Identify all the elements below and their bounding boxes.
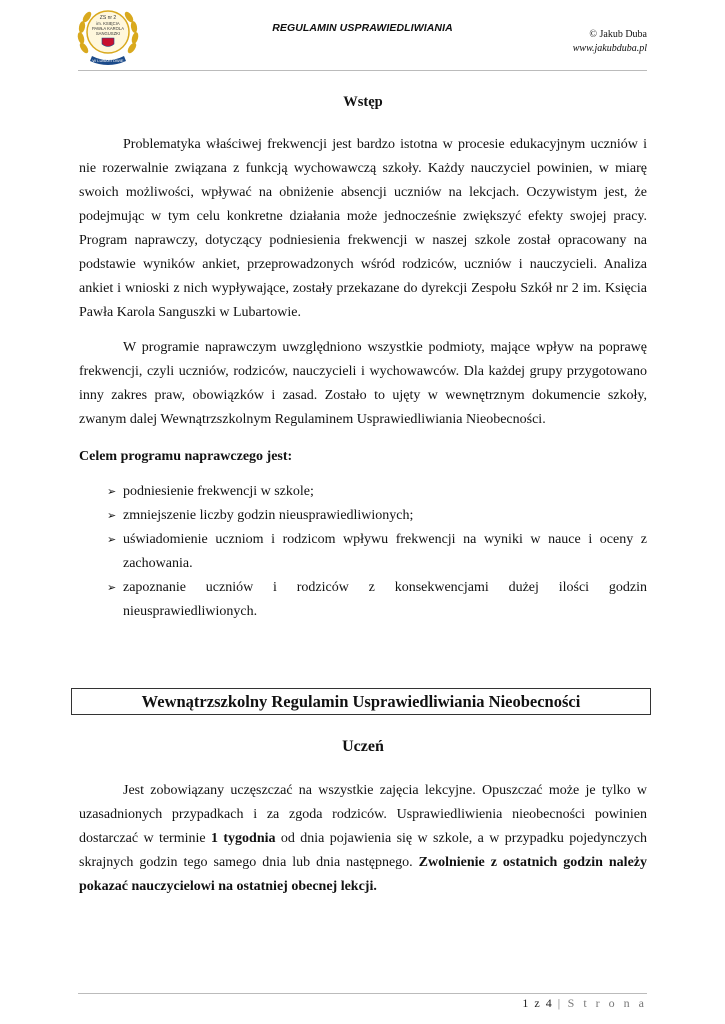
footer-separator: | [557, 996, 564, 1010]
header-divider [78, 70, 647, 71]
page-label: S t r o n a [567, 996, 647, 1010]
logo-ribbon-text: W LUBARTOWIE [92, 58, 124, 63]
page-number: 1 z 4 [522, 996, 554, 1010]
author-name: © Jakub Duba [589, 29, 647, 40]
logo-line-3: PAWŁA KAROLA [91, 26, 125, 31]
author-block [573, 28, 647, 56]
dismissal-note-bold: Zwolnienie z ostatnich godzin należy pokazać nauczycielowi na ostatniej obecnej lekcji. [79, 855, 648, 894]
deadline-bold: 1 tygodnia [211, 831, 276, 846]
footer-divider [78, 993, 647, 994]
arrow-bullet-icon: ➢ [107, 486, 117, 498]
page-header [0, 0, 725, 72]
goals-heading: Celem programu naprawczego jest: [79, 449, 293, 464]
intro-paragraph-2: W programie naprawczym uwzględniono wszystkie podmioty, mające wpływ na poprawę frekwencji, czyli uczniów, rodziców, nauczycieli i wychowawców. Dla każdej grupy przygotowano inny zakres praw, obowiązków i zasad. Zostało to ujęty w wewnętrznym dokumencie szkoły, zwanym dalej Wewnątrzszkolnym Regulaminem Usprawiedliwiania Nieobecności. [79, 340, 647, 427]
intro-heading: Wstęp [343, 94, 383, 110]
list-item: ➢ uświadomienie uczniom i rodzicom wpływu frekwencji na wyniki w nauce i oceny z zachowania. [79, 528, 647, 576]
list-item: ➢ zapoznanie uczniów i rodziców z konsekwencjami dużej ilości godzin nieusprawiedliwionych. [79, 576, 647, 624]
logo-line-4: SANGUSZKI [95, 31, 121, 36]
document-title: REGULAMIN USPRAWIEDLIWIANIA [272, 22, 453, 34]
regulation-title-box: Wewnątrzszkolny Regulamin Usprawiedliwiania Nieobecności [71, 688, 651, 715]
author-url[interactable]: www.jakubduba.pl [572, 43, 647, 54]
list-item: ➢ zmniejszenie liczby godzin nieusprawiedliwionych; [79, 504, 647, 528]
arrow-bullet-icon: ➢ [107, 582, 117, 594]
arrow-bullet-icon: ➢ [107, 534, 117, 546]
school-logo-icon [72, 4, 144, 70]
arrow-bullet-icon: ➢ [107, 510, 117, 522]
page-footer [522, 996, 647, 1011]
student-paragraph: Jest zobowiązany uczęszczać na wszystkie zajęcia lekcyjne. Opuszczać może je tylko w uzasadnionych przypadkach i za zgoda rodziców. Usprawiedliwienia nieobecności powinien dostarczać w terminie 1 tygodnia od dnia pojawienia się w szkole, a w przypadku pojedynczych skrajnych godzin tego samego dnia lub dnia następnego. Zwolnienie z ostatnich godzin należy pokazać nauczycielowi na ostatniej obecnej lekcji. [79, 783, 648, 894]
intro-paragraph-1: Problematyka właściwej frekwencji jest bardzo istotna w procesie edukacyjnym uczniów i nie rozerwalnie związana z funkcją wychowawczą szkoły. Każdy nauczyciel powinien, w miarę swoich możliwości, wpływać na obniżenie absencji uczniów na lekcjach. Oczywistym jest, że podejmując w tym celu konkretne działania może jednocześnie zwiększyć efekty swojej pracy. Program naprawczy, dotyczący podniesienia frekwencji w naszej szkole został opracowany na podstawie wyników ankiet, przeprowadzonych wśród rodziców, uczniów i nauczycieli. Analiza ankiet i wnioski z nich wypływające, zostały przekazane do dyrekcji Zespołu Szkół nr 2 im. Księcia Pawła Karola Sanguszki w Lubartowie. [79, 137, 647, 320]
logo-line-1: ZS nr 2 [99, 15, 117, 21]
logo-line-2: im. KSIĘCIA [96, 21, 120, 26]
page-content [79, 90, 647, 899]
student-heading: Uczeń [342, 738, 384, 755]
goals-list [79, 480, 647, 624]
list-item: ➢ podniesienie frekwencji w szkole; [79, 480, 647, 504]
